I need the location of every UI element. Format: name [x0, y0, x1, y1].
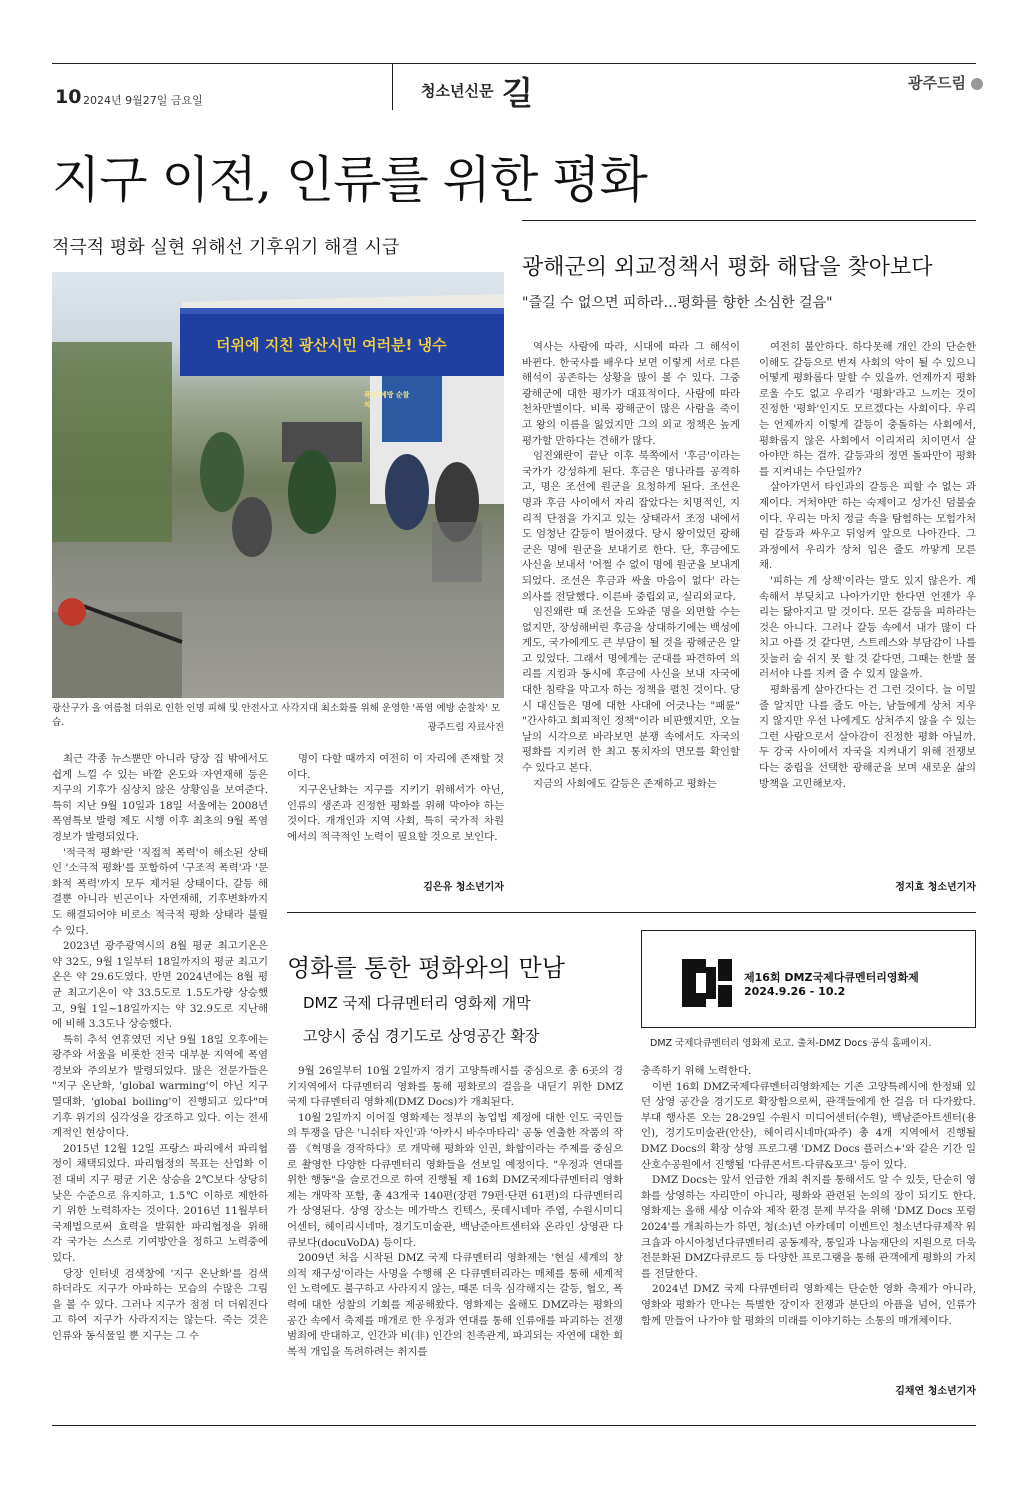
- right-article-col1: [522, 340, 740, 892]
- issue-date: 2024년 9월27일 금요일: [83, 94, 203, 107]
- paragraph: 2015년 12월 12일 프랑스 파리에서 파리협정이 채택되었다. 파리협정의 목표는 산업화 이전 대비 지구 평균 기온 상승을 2℃보다 상당히 낮은 수준으로 유지하고, 1.5℃ 이하로 제한하기 위한 노력하자는 것이다. 2016년 11월부터 국제법으로써 효력을 발휘한 파리협정을 위해 각 국가는 스스로 기여방안을 정하고 노력중에 있다.: [52, 1142, 268, 1264]
- paragraph: 이번 16회 DMZ국제다큐멘터리영화제는 기존 고양특례시에 한정돼 있던 상영 공간을 경기도로 확장함으로써, 관객들에게 한 걸음 더 다가왔다. 부대 행사론 오는 28-29일 수원시 미디어센터(수원), 백남준아트센터(용인), 경기도미술관(안산), 헤이리시네마(파주) 총 4개 지역에서 진행될 DMZ Docs의 확장 상영 프로그램 'DMZ Docs 플러스+'와 같은 기간 일산호수공원에서 진행될 '다큐콘서트-다큐&포크' 등이 있다.: [641, 1080, 976, 1171]
- paragraph: 충족하기 위해 노력한다.: [641, 1065, 752, 1077]
- main-subhead: 적극적 평화 실현 위해선 기후위기 해결 시급: [52, 237, 400, 258]
- paragraph: 2023년 광주광역시의 8월 평균 최고기온은 약 32도, 9월 1일부터 18일까지의 평균 최고기온은 약 29.6도였다. 반면 2024년에는 8월 평균 최고기온이 약 33.5도로 1.5도가량 상승했고, 9월 1일~18일까지는 약 32.9도로 지난해에 비해 3.3도나 상승했다.: [52, 940, 268, 1031]
- photo-caption-text: 광산구가 올 여름철 더위로 인한 인명 피해 및 안전사고 사각지대 최소화를 위해 운영한 '폭염 예방 순찰차' 모습.: [52, 703, 501, 728]
- brand-name: 광주드림: [908, 74, 966, 92]
- bottom-headline: 영화를 통한 평화와의 만남: [287, 954, 565, 982]
- paragraph: 평화롭게 살아간다는 건 그런 것이다. 늘 이밀 줄 알지만 나를 줄도 아는, 남들에게 상처 지우지 않지만 우선 나에게도 상처주지 않을 수 있는 그런 사람으로서 살아감이 진정한 평화 아닐까. 두 강국 사이에서 자국을 지켜내기 위해 전쟁보다는 중립을 선택한 광해군을 보며 새로운 삶의 방책을 고민해보자.: [759, 684, 976, 790]
- right-article-byline: 정지효 청소년기자: [895, 882, 976, 893]
- festival-dates: 2024.9.26 - 10.2: [744, 985, 846, 998]
- bottom-article-byline: 김채연 청소년기자: [895, 1386, 976, 1397]
- header-divider: [392, 64, 393, 110]
- right-article-top-rule: [522, 220, 976, 221]
- dmz-docs-logo-icon: [682, 959, 732, 1007]
- paragraph: 역사는 사람에 따라, 시대에 따라 그 해석이 바뀐다. 한국사를 배우다 보면 이렇게 서로 다른 해석이 공존하는 상황을 많이 볼 수 있다. 그중 광해군에 대한 평가가 대표적이다. 사람에 따라 천차만별이다. 비록 광해군이 많은 사람을 죽이고 왕의 이름을 잃었지만 그의 외교 정책은 높게 평가할 만하다는 견해가 많다.: [522, 341, 740, 447]
- paragraph: 2009년 처음 시작된 DMZ 국제 다큐멘터리 영화제는 '현실 세계의 창의적 재구성'이라는 사명을 수행해 온 다큐멘터리라는 매체를 통해 세계적인 노력에도 불구하고 사라지지 않는, 때론 더욱 심각해지는 갈등, 협오, 폭력에 대한 성찰의 기회를 제공해왔다. 영화제는 올해도 DMZ라는 평화의 공간 속에서 축제를 매개로 한 우정과 연대를 통해 인류애를 파괴하는 전쟁 범죄에 반대하고, 인간과 비(非) 인간의 친족관계, 파괴되는 자연에 대한 회복적 개입을 독려하려는 취지를: [287, 1252, 623, 1358]
- paragraph: DMZ Docs는 앞서 언급한 개최 취지를 통해서도 알 수 있듯, 단순히 영화를 상영하는 자리만이 아니라, 평화와 관련된 논의의 장이 되기도 한다. 영화제는 올해 세상 이슈와 제작 환경 문제 부각을 위해 'DMZ Docs 포럼 2024'를 개최하는가 하면, 청(소)년 아카데미 이벤트인 청소년다큐제작 워크숍과 아시아청년다큐멘터리 공동제작, 통일과 나눔재단의 지원으로 더욱 전문화된 DMZ다큐로드 등 다양한 프로그램을 통해 관객에게 평화의 가치를 전달한다.: [641, 1174, 976, 1280]
- right-headline: 광해군의 외교정책서 평화 해답을 찾아보다: [522, 255, 933, 280]
- paragraph: 9월 26일부터 10월 2일까지 경기 고양특례시를 중심으로 총 6곳의 경기지역에서 다큐멘터리 영화를 통해 평화로의 걸음을 내딛기 위한 DMZ 국제 다큐멘터리 영화제(DMZ Docs)가 개최된다.: [287, 1065, 623, 1109]
- main-headline: 지구 이전, 인류를 위한 평화: [52, 151, 647, 209]
- brand-emblem-icon: [971, 78, 983, 90]
- brand-logo: [908, 72, 983, 93]
- paragraph: 살아가면서 타인과의 갈등은 피할 수 없는 과제이다. 거처야만 하는 숙제이고 성가신 덤불숲이다. 우리는 마치 정글 속을 탐험하는 모험가처럼 갈등과 싸우고 뒤엉켜 앞으로 나아간다. 그 과정에서 우리가 상처 입은 줄도 까맣게 모른 채.: [759, 481, 976, 572]
- festival-title: 제16회 DMZ국제다큐멘터리영화제: [744, 971, 919, 984]
- paragraph: 여전히 불안하다. 하다못해 개인 간의 단순한 이해도 갈등으로 번져 사회의 악이 될 수 있으니 어떻게 평화롭다 말할 수 있을까. 언제까지 평화로울 수도 없고 우리가 '평화'라고 느끼는 것이 진정한 '평화'인지도 모르겠다는 사회이다. 우리는 언제까지 이렇게 갈등이 충돌하는 사회에서, 평화롭지 않은 사회에서 이리저리 치이면서 살아야만 하는 걸까. 갈등과의 정면 돌파만이 평화를 지켜내는 수단일까?: [759, 341, 976, 478]
- top-article-col2: [287, 752, 504, 846]
- photo-credit: 광주드림 자료사진: [427, 722, 504, 733]
- page-number: 10: [55, 86, 82, 108]
- bottom-subhead-2: 고양시 중심 경기도로 상영공간 확장: [303, 1027, 540, 1045]
- bottom-article-top-rule: [287, 912, 976, 913]
- paragraph: 10월 2일까지 이어질 영화제는 정부의 농업법 제정에 대한 인도 국민들의 투쟁을 담은 '니쉬타 자인'과 '아카시 바수마타리' 공동 연출한 작품의 작품 《혁명을 경작하다》로 개막해 평화와 인권, 화합이라는 주제를 중심으로 촬영한 다양한 다큐멘터리 영화들을 선보일 예정이다. "우정과 연대를 위한 행동"을 슬로건으로 하여 진행될 제 16회 DMZ국제다큐멘터리 영화제는 개막작 포함, 총 43개국 140편(장편 79편·단편 61편)의 다큐멘터리가 상영된다. 상영 장소는 메가박스 킨텍스, 롯데시네마 주엽, 수원시미디어센터, 헤이리시네마, 경기도미술관, 백남준아트센터와 온라인 상영관 다큐보다(docuVoDA) 등이다.: [287, 1111, 623, 1249]
- paragraph: 명이 다할 때까지 여전히 이 자리에 존재할 것이다.: [287, 753, 504, 781]
- paragraph: 당장 인터넷 검색창에 '지구 온난화'를 검색 하더라도 지구가 아파하는 모습의 수많은 그림을 볼 수 있다. 그러나 지구가 점점 더 더워진다고 하여 지구가 사라지지는 않는다. 죽는 것은 인류와 동식물일 뿐 지구는 그 수: [52, 1267, 268, 1342]
- header-top-rule: [52, 63, 976, 64]
- section-name: 청소년신문: [421, 82, 494, 100]
- top-article-byline: 김은유 청소년기자: [423, 882, 504, 893]
- paragraph: 2024년 DMZ 국제 다큐멘터리 영화제는 단순한 영화 축제가 아니라, 영화와 평화가 만나는 특별한 장이자 전쟁과 분단의 아픔을 넘어, 인류가 함께 만들어 나가야 할 평화의 미래를 이야기하는 소통의 매개체이다.: [641, 1283, 976, 1327]
- paragraph: '피하는 게 상책'이라는 말도 있지 않은가. 계속해서 부딪치고 나아가기만 한다면 언젠가 우리는 닳아지고 말 것이다. 모든 갈등을 피하라는 것은 아니다. 그러나 갈등 속에서 내가 많이 다치고 아플 것 같다면, 스트레스와 부담감이 나를 짓눌러 숨 쉬지 못 할 것 같다면, 그때는 한발 물러서야 나를 지켜 줄 수 있지 않을까.: [759, 574, 976, 681]
- bottom-subhead-1: DMZ 국제 다큐멘터리 영화제 개막: [303, 994, 531, 1012]
- page-bottom-rule: [52, 1425, 976, 1426]
- tent-banner-text: 더위에 지친 광산시민 여러분! 냉수: [216, 336, 447, 354]
- paragraph: 임진왜란 때 조선을 도와준 명을 외면할 수는 없지만, 장성해버린 후금을 상대하기에는 백성에게도, 국가에게도 큰 부담이 될 것을 광해군은 알고 있었다. 그래서 명에게는 군대를 파견하여 의리를 지킴과 동시에 후금에 사신을 보내 자국에 대한 침략을 막고자 하는 정책을 펼친 것이다. 당시 대신들은 명에 대한 사대에 어긋나는 "패륜" "간사하고 회피적인 정책"이라 비판했지만, 오늘날의 시각으로 바라보면 분쟁 속에서도 자국의 평화를 지키려 한 최고 통치자의 면모를 확인할 수 있다고 본다.: [522, 606, 740, 775]
- right-subhead: "즐길 수 없으면 피하라…평화를 향한 소심한 걸음": [522, 295, 833, 311]
- logo-caption: DMZ 국제다큐멘터리 영화제 로고. 출처-DMZ Docs 공식 홈페이지.: [650, 1038, 932, 1049]
- paragraph: 지금의 사회에도 갈등은 존재하고 평화는: [533, 777, 717, 790]
- top-article-col1: [52, 752, 268, 1412]
- paragraph: 임진왜란이 끝난 이후 북쪽에서 '후금'이라는 국가가 강성하게 된다. 후금은 명나라를 공격하고, 명은 조선에 원군을 요청하게 된다. 조선은 명과 후금 사이에서 자리 잡았다는 치명적인, 지리적 단점을 가지고 있는 상태라서 조정 내에서도 엄청난 갈등이 벌어졌다. 당시 왕이었던 광해군은 명에 원군을 보내기로 한다. 단, 후금에도 사신을 보내서 '어쩔 수 없이 명에 원군을 보내게 되었다. 조선은 후금과 싸울 마음이 없다' 라는 의사를 전달했다. 이른바 중립외교, 실리외교다.: [522, 450, 740, 603]
- paragraph: 최근 각종 뉴스뿐만 아니라 당장 집 밖에서도 쉽게 느낄 수 있는 바깥 온도와 자연재해 등은 지구의 기후가 심상치 않은 상황임을 보여준다. 특히 지난 9월 10일과 18일 서울에는 2008년 폭염특보 발령 제도 시행 이후 최초의 9월 폭염경보가 발령되었다.: [52, 753, 268, 843]
- paragraph: 지구온난화는 지구를 지키기 위해서가 아닌, 인류의 생존과 진정한 평화를 위해 막아야 하는 것이다. 개개인과 지역 사회, 특히 국가적 차원에서의 적극적인 노력이 필요할 것으로 보인다.: [287, 784, 504, 843]
- section-logo: 길: [502, 74, 533, 112]
- festival-logo-box: [641, 930, 976, 1028]
- paragraph: 특히 추석 연휴였던 지난 9월 18일 오후에는 광주와 서울을 비롯한 전국 대부분 지역에 폭염경보와 주의보가 발령되었다. 많은 전문가들은 "지구 온난화, 'global warming'이 아닌 지구 열대화, 'global boiling'이 진행되고 있다"며 기후 위기의 심각성을 강조하고 있다. 이는 전세계적인 현상이다.: [52, 1033, 268, 1140]
- paragraph: '적극적 평화'란 '직접적 폭력'이 해소된 상태인 '소극적 평화'를 포함하여 '구조적 폭력'과 '문화적 폭력'까지 모두 제거된 상태이다. 갈등 해결뿐 아니라 빈곤이나 자연재해, 기후변화까지도 해결되어야 비로소 적극적 평화 상태라 불릴 수 있다.: [52, 846, 268, 937]
- right-article-col2: [759, 340, 976, 872]
- heat-patrol-photo: [52, 272, 504, 698]
- bottom-article-col2: [641, 1064, 976, 1379]
- bottom-article-col1: [287, 1064, 623, 1414]
- van-sign: 폭염 예방 순찰차: [364, 391, 410, 409]
- tent-banner: [180, 308, 504, 376]
